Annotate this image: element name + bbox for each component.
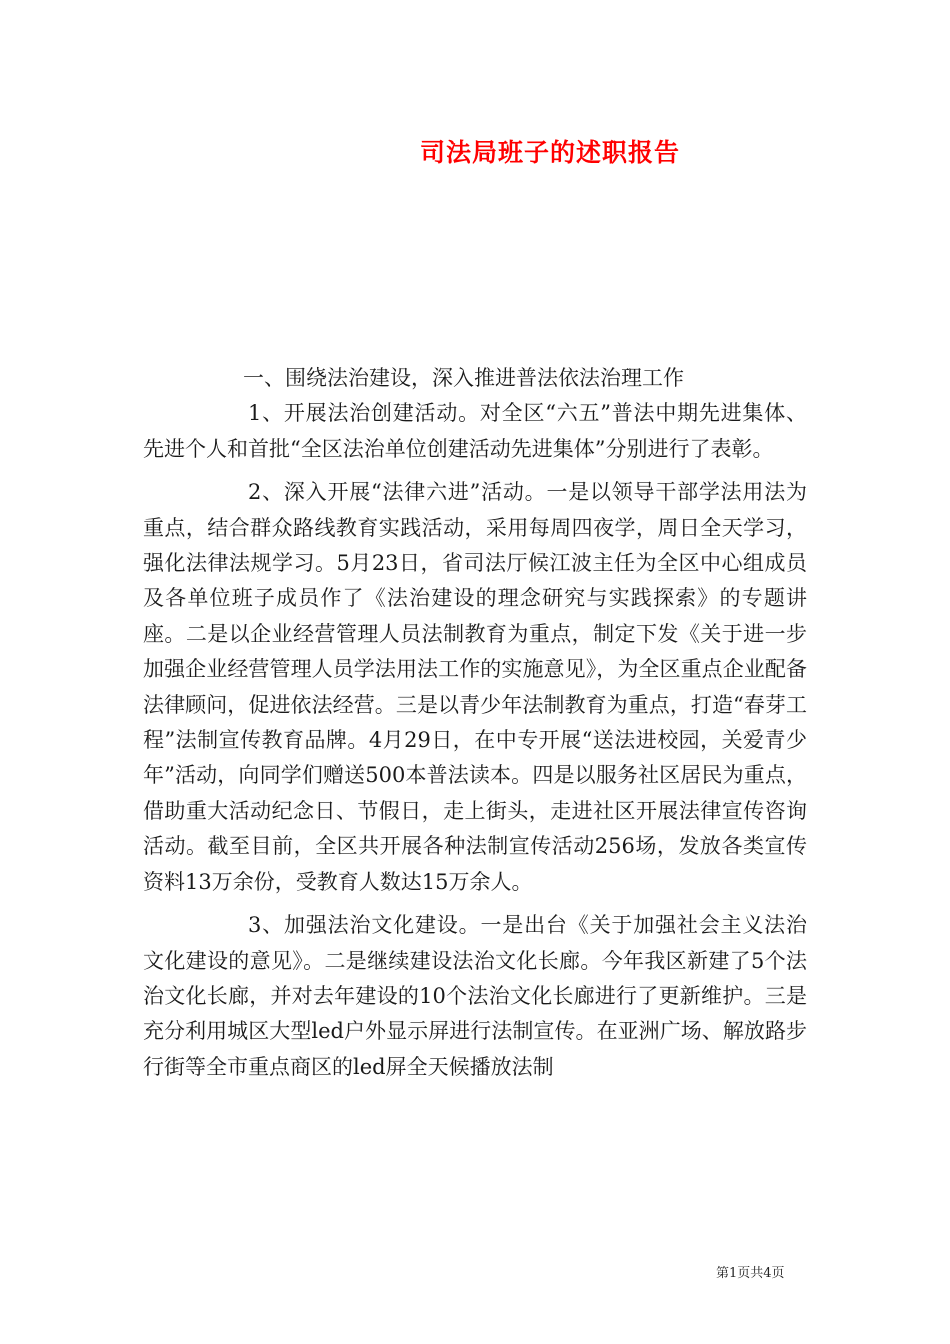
document-body	[143, 361, 807, 1085]
document-title: 司法局班子的述职报告	[419, 138, 680, 167]
page-number-footer: 第1页共4页	[716, 1266, 785, 1281]
paragraph-2: 2、深入开展“法律六进”活动。一是以领导干部学法用法为重点，结合群众路线教育实践活动，采用每周四夜学，周日全天学习，强化法律法规学习。5月23日，省司法厅候江波主任为全区中心组成员及各单位班子成员作了《法治建设的理念研究与实践探索》的专题讲座。二是以企业经营管理人员法制教育为重点，制定下发《关于进一步加强企业经营管理人员学法用法工作的实施意见》，为全区重点企业配备法律顾问，促进依法经营。三是以青少年法制教育为重点，打造“春芽工程”法制宣传教育品牌。4月29日，在中专开展“送法进校园，关爱青少年”活动，向同学们赠送500本普法读本。四是以服务社区居民为重点，借助重大活动纪念日、节假日，走上街头，走进社区开展法律宣传咨询活动。截至目前，全区共开展各种法制宣传活动256场，发放各类宣传资料13万余份，受教育人数达15万余人。	[143, 480, 807, 894]
paragraph-3: 3、加强法治文化建设。一是出台《关于加强社会主义法治文化建设的意见》。二是继续建设法治文化长廊。今年我区新建了5个法治文化长廊，并对去年建设的10个法治文化长廊进行了更新维护。三是充分利用城区大型led户外显示屏进行法制宣传。在亚洲广场、解放路步行街等全市重点商区的led屏全天候播放法制	[143, 913, 807, 1079]
section-heading: 一、围绕法治建设，深入推进普法依法治理工作	[243, 366, 684, 390]
paragraph-1: 1、开展法治创建活动。对全区“六五”普法中期先进集体、先进个人和首批“全区法治单位创建活动先进集体”分别进行了表彰。	[143, 401, 807, 461]
